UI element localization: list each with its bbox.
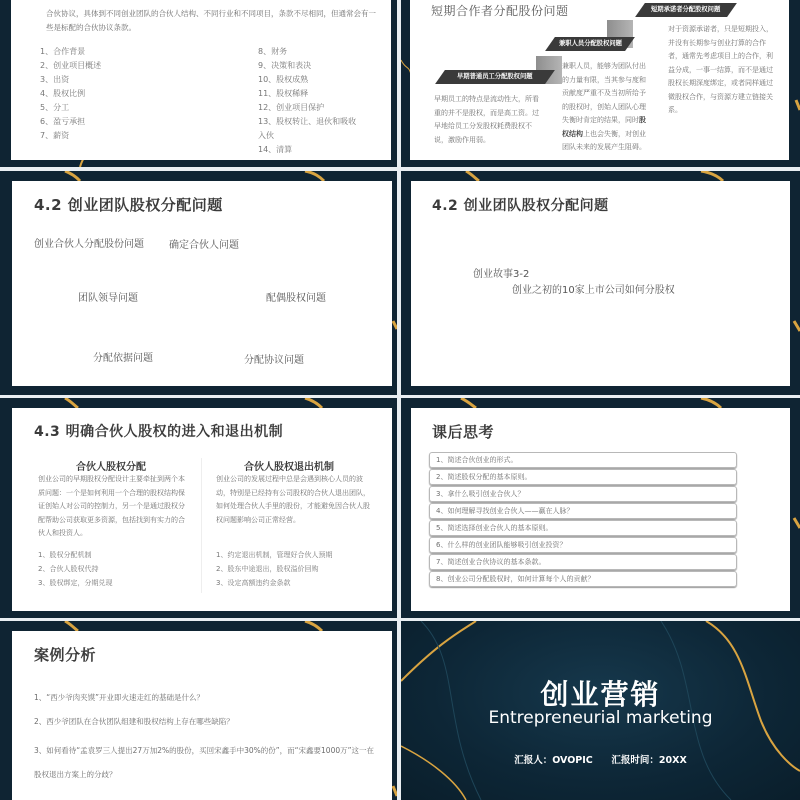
cover-title-cn: 创业营销 — [540, 678, 661, 711]
clause-item: 10、股权成熟 — [258, 75, 309, 84]
clause-list-right — [258, 45, 358, 157]
right-item-list — [216, 548, 332, 590]
list-item: 1、约定退出机制，管理好合伙人预期 — [216, 551, 333, 559]
content-panel — [411, 181, 790, 386]
slide-after-class-questions[interactable] — [401, 398, 800, 618]
step-text-part-time: 兼职人员，能够为团队付出的力量有限，当其参与度和贡献度严重不及当初所给予的股权时，创始人团队心理失衡时肯定的结果，同时股权结构上也会失衡，对创业团队未来的发展产生阻碍。 — [562, 62, 646, 151]
clause-item: 2、创业项目概述 — [40, 61, 102, 70]
slide-title: 4.2 创业团队股权分配问题 — [34, 196, 223, 214]
intro-text: 合伙协议，具体到不同创业团队的合伙人结构、不同行业和不同项目，条款不尽相同，但通常会有一些是标配的合伙协议条款。 — [46, 9, 376, 32]
clause-item: 1、合作背景 — [40, 47, 86, 56]
left-body: 创业公司的早期股权分配设计主要牵扯到两个本质问题：一个是如何利用一个合理的股权结构保证创始人对公司的控制力，另一个是通过股权分配帮助公司获取更多资源，包括找到有实力的合伙人和投资人。 — [38, 475, 185, 537]
slide-partnership-clauses[interactable] — [0, 0, 397, 167]
step-label-part-time: 兼职人员分配股权问题 — [545, 37, 635, 51]
question-item: 6、什么样的创业团队能够吸引创业投资？ — [429, 537, 737, 553]
clause-item: 6、盈亏承担 — [40, 117, 86, 126]
story-label: 创业故事3-2 — [473, 269, 530, 280]
content-panel — [411, 408, 790, 611]
list-item: 1、股权分配机制 — [38, 551, 92, 559]
slide-title: 课后思考 — [432, 423, 495, 441]
column-divider — [201, 458, 202, 593]
issue-partner-shares: 创业合伙人分配股份问题 — [34, 239, 144, 250]
clause-list-left — [40, 45, 101, 143]
list-item: 3、设定高额违约金条款 — [216, 579, 291, 587]
step-label-short-term-commit: 短期承诺者分配股权问题 — [635, 3, 737, 17]
right-body: 创业公司的发展过程中总是会遇到核心人员的波动，特别是已经持有公司股权的合伙人退出团队，如何处理合伙人手里的股份，才能避免因合伙人股权问题影响公司正常经营。 — [216, 475, 370, 524]
slide-title-cover[interactable] — [401, 621, 800, 800]
issue-confirm-partner: 确定合伙人问题 — [169, 240, 239, 251]
content-panel — [11, 0, 391, 160]
story-title: 创业之初的10家上市公司如何分股权 — [512, 285, 675, 296]
question-item: 3、拿什么吸引创业合伙人？ — [429, 486, 737, 502]
question-item: 5、简述选择创业合伙人的基本原则。 — [429, 520, 737, 536]
question-item: 2、简述股权分配的基本原则。 — [429, 469, 737, 485]
clause-item: 13、股权转让、退伙和吸收入伙 — [258, 117, 357, 140]
slide-startup-story[interactable] — [401, 171, 800, 395]
slide-title: 4.2 创业团队股权分配问题 — [432, 198, 609, 214]
clause-item: 11、股权稀释 — [258, 89, 309, 98]
left-item-list — [38, 548, 112, 590]
slide-short-term-partners[interactable] — [401, 0, 800, 167]
content-panel — [410, 0, 789, 160]
clause-item: 14、清算 — [258, 145, 293, 154]
issue-distribution-basis: 分配依据问题 — [93, 353, 153, 364]
clause-item: 8、财务 — [258, 47, 288, 56]
question-item: 4、如何理解寻找创业合伙人——赢在人脉？ — [429, 503, 737, 519]
case-question: 3、如何看待“孟袁罗三人提出27万加2%的股份，买回宋鑫手中30%的份”，而“宋鑫要1000万”这一在股权退出方案上的分歧？ — [34, 746, 375, 779]
question-item: 1、简述合伙创业的形式。 — [429, 452, 737, 468]
content-panel — [12, 408, 392, 611]
slide-title: 案例分析 — [34, 646, 97, 664]
cover-meta — [401, 752, 800, 766]
clause-item: 5、分工 — [40, 103, 70, 112]
step-text-short-term: 对于资源承诺者，只是短期投入，并没有长期参与创业打算的合作者，通常先考虑项目上的合作，利益分成，一事一结算，而不是通过股权长期深度绑定，或者同样通过微股权合作，与资源方建立链接关系。 — [668, 25, 773, 114]
clause-item: 12、创业项目保护 — [258, 103, 325, 112]
clause-item: 3、出资 — [40, 75, 70, 84]
bold-keyword: 股权结构 — [562, 116, 646, 138]
slide-case-analysis[interactable] — [0, 621, 397, 800]
slide-equity-issues[interactable] — [0, 171, 397, 395]
step-label-early-employees: 早期普通员工分配股权问题 — [435, 70, 555, 84]
clause-item: 9、决策和表决 — [258, 61, 312, 70]
clause-item: 7、薪资 — [40, 131, 70, 140]
list-item: 2、合伙人股权代持 — [38, 565, 99, 573]
slide-subtitle: 短期合作者分配股份问题 — [431, 4, 569, 18]
question-item: 8、创业公司分配股权时，如何计算每个人的贡献？ — [429, 571, 737, 587]
content-panel — [12, 631, 392, 800]
issue-spouse-equity: 配偶股权问题 — [266, 293, 326, 304]
case-question: 1、“西少爷肉夹馍”开业即火速走红的基础是什么？ — [34, 693, 205, 702]
step-text-early-employees: 早期员工的特点是流动性大，所看重的并不是股权，而是高工资。过早地给员工分发股权耗费股权不说，激励作用弱。 — [434, 95, 539, 144]
cover-title-en: Entrepreneurial marketing — [488, 708, 713, 728]
list-item: 3、股权绑定，分期兑现 — [38, 579, 113, 587]
reporter: 汇报人：OVOPIC — [514, 755, 593, 766]
left-heading: 合伙人股权分配 — [76, 462, 146, 473]
slide-entry-exit-mechanism[interactable] — [0, 398, 397, 618]
clause-item: 4、股权比例 — [40, 89, 86, 98]
issue-distribution-agreement: 分配协议问题 — [244, 355, 304, 366]
slide-title: 4.3 明确合伙人股权的进入和退出机制 — [34, 424, 284, 440]
question-item: 7、简述创业合伙协议的基本条款。 — [429, 554, 737, 570]
content-panel — [12, 181, 392, 386]
case-question: 2、西少爷团队在合伙团队组建和股权结构上存在哪些缺陷？ — [34, 717, 234, 726]
list-item: 2、股东中途退出，股权溢价回购 — [216, 565, 319, 573]
right-heading: 合伙人股权退出机制 — [244, 462, 334, 473]
issue-team-leader: 团队领导问题 — [78, 293, 138, 304]
report-time: 汇报时间：20XX — [611, 755, 687, 766]
